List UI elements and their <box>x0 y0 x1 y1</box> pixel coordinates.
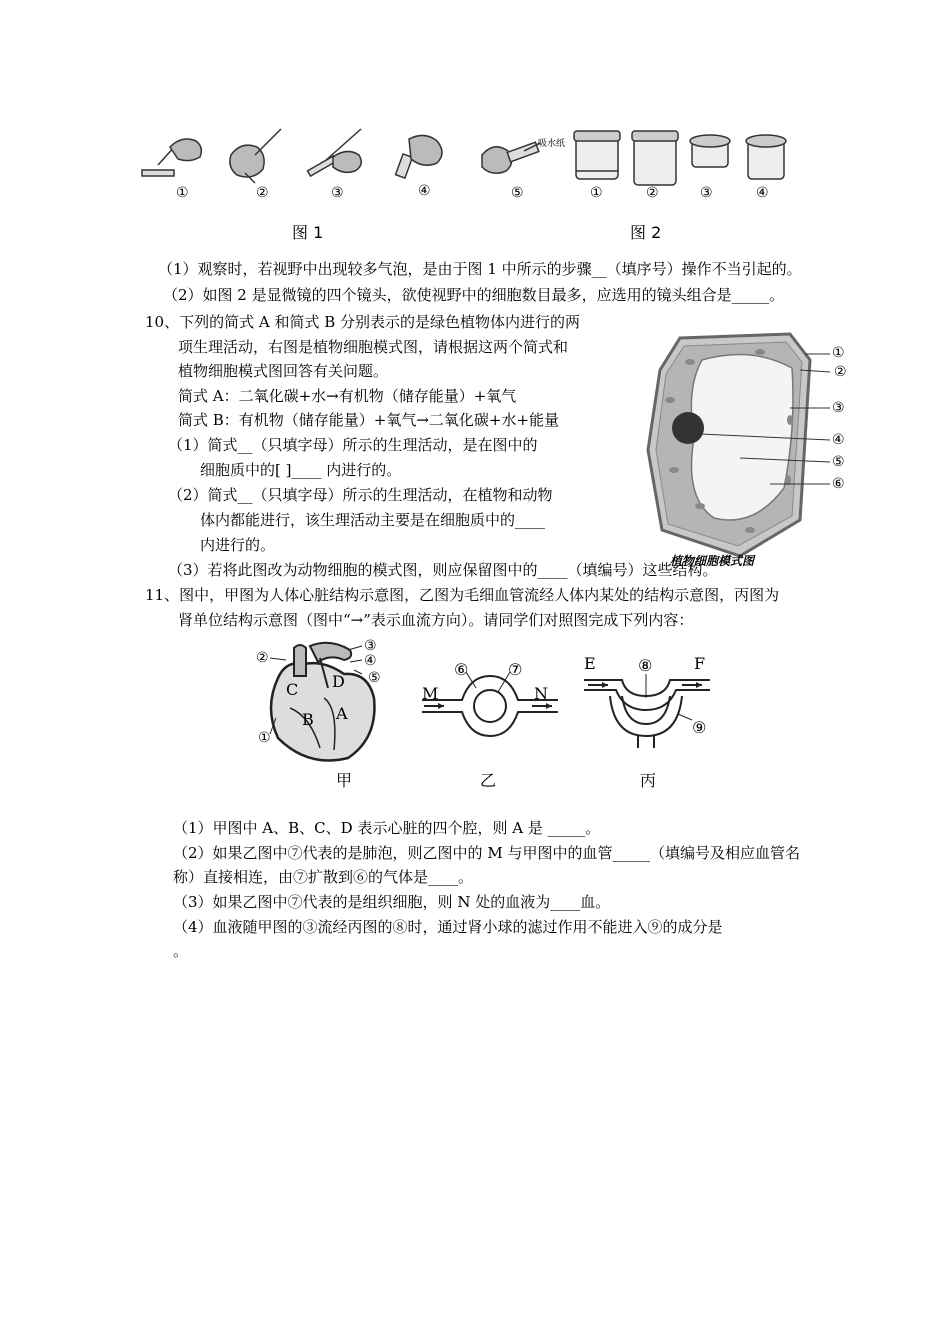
capillary-label-6: ⑥ <box>454 660 469 679</box>
q10-sub-1a: （1）简式__（只填字母）所示的生理活动，是在图中的 <box>168 436 538 454</box>
step-label-1: ① <box>176 185 189 201</box>
step-label-3: ③ <box>331 185 344 201</box>
figure-1-caption: 图 1 <box>292 223 324 242</box>
figure-2 <box>570 125 800 245</box>
q10-formula-a: 简式 A：二氧化碳+水→有机物（储存能量）+氧气 <box>178 387 517 405</box>
heart-label-1: ① <box>258 730 271 746</box>
nephron-figure-caption: 丙 <box>640 771 657 790</box>
heart-label-4: ④ <box>364 653 377 669</box>
lens-2-illustration <box>632 131 678 185</box>
step-1-illustration <box>142 139 201 176</box>
heart-figure-caption: 甲 <box>336 771 353 790</box>
capillary-label-m: M <box>422 684 439 703</box>
nephron-figure <box>582 654 712 793</box>
step-label-5: ⑤ <box>511 185 524 201</box>
lens-label-3: ③ <box>700 185 713 201</box>
lens-label-4: ④ <box>756 185 769 201</box>
heart-figure <box>250 638 400 793</box>
heart-chamber-d: D <box>332 672 345 691</box>
cell-figure-caption: 植物细胞模式图 <box>670 554 755 568</box>
lens-3-illustration <box>690 135 730 167</box>
capillary-label-7: ⑦ <box>508 660 523 679</box>
step-3-illustration <box>308 129 362 176</box>
step-label-4: ④ <box>418 183 431 199</box>
capillary-label-n: N <box>534 684 548 703</box>
q9-part-2: （2）如图 2 是显微镜的四个镜头，欲使视野中的细胞数目最多，应选用的镜头组合是_____。 <box>163 286 785 304</box>
lens-label-1: ① <box>590 185 603 201</box>
figure-1 <box>140 125 570 245</box>
step-label-2: ② <box>256 185 269 201</box>
heart-chamber-b: B <box>302 710 314 729</box>
blotter-paper-label: 吸水纸 <box>538 139 566 149</box>
figure-2-caption: 图 2 <box>630 223 662 242</box>
q10-sub-3: （3）若将此图改为动物细胞的模式图，则应保留图中的____（填编号）这些结构。 <box>168 561 718 579</box>
lens-4-illustration <box>746 135 786 179</box>
figure-2-drawing <box>570 125 800 190</box>
q11-sub-4a: （4）血液随甲图的③流经丙图的⑧时，通过肾小球的滤过作用不能进入⑨的成分是 <box>173 918 723 936</box>
heart-label-3: ③ <box>364 638 377 654</box>
q10-sub-2a: （2）简式__（只填字母）所示的生理活动，在植物和动物 <box>168 486 553 504</box>
step-5-illustration <box>482 142 540 173</box>
q11-sub-3: （3）如果乙图中⑦代表的是组织细胞，则 N 处的血液为____血。 <box>173 893 611 911</box>
q10-sub-2b: 体内都能进行，该生理活动主要是在细胞质中的____ <box>200 511 546 529</box>
nephron-label-f: F <box>694 654 706 673</box>
q11-sub-2b: 称）直接相连，由⑦扩散到⑥的气体是____。 <box>173 868 474 886</box>
q11-sub-4b: 。 <box>173 942 189 960</box>
step-2-illustration <box>230 129 281 183</box>
cell-label-1: ① <box>832 345 845 361</box>
q10-line-1: 10、下列的简式 A 和简式 B 分别表示的是绿色植物体内进行的两 <box>145 313 581 331</box>
heart-drawing <box>250 638 400 763</box>
q10-sub-2c: 内进行的。 <box>200 536 276 554</box>
q11-sub-1: （1）甲图中 A、B、C、D 表示心脏的四个腔，则 A 是 _____。 <box>173 819 601 837</box>
plant-cell-figure <box>640 330 855 570</box>
cell-label-2: ② <box>834 364 847 380</box>
q9-part-1: （1）观察时，若视野中出现较多气泡，是由于图 1 中所示的步骤__（填序号）操作不当引起的。 <box>158 260 802 278</box>
q10-line-3: 植物细胞模式图回答有关问题。 <box>178 362 389 380</box>
figure-1-drawing <box>140 125 570 205</box>
cell-label-3: ③ <box>832 400 845 416</box>
lens-label-2: ② <box>646 185 659 201</box>
q11-sub-2a: （2）如果乙图中⑦代表的是肺泡，则乙图中的 M 与甲图中的血管_____（填编号及相应血管名 <box>173 844 800 862</box>
lens-1-illustration <box>574 131 620 179</box>
nephron-label-8: ⑧ <box>638 656 653 675</box>
nephron-label-9: ⑨ <box>692 718 707 737</box>
q11-line-1: 11、图中，甲图为人体心脏结构示意图，乙图为毛细血管流经人体内某处的结构示意图，丙图为 <box>145 586 780 604</box>
heart-chamber-c: C <box>286 680 299 699</box>
capillary-figure <box>420 660 560 793</box>
cell-label-6: ⑥ <box>832 476 845 492</box>
cell-label-4: ④ <box>832 432 845 448</box>
step-4-illustration <box>396 135 442 178</box>
plant-cell-drawing <box>640 330 855 570</box>
heart-label-2: ② <box>256 650 269 666</box>
nephron-label-e: E <box>584 654 596 673</box>
q10-sub-1b: 细胞质中的[ ]____ 内进行的。 <box>200 461 402 479</box>
cell-label-5: ⑤ <box>832 454 845 470</box>
q10-line-2: 项生理活动，右图是植物细胞模式图，请根据这两个简式和 <box>178 338 569 356</box>
heart-chamber-a: A <box>336 704 348 723</box>
q10-formula-b: 简式 B：有机物（储存能量）+氧气→二氧化碳+水+能量 <box>178 411 560 429</box>
capillary-figure-caption: 乙 <box>480 771 497 790</box>
heart-label-5: ⑤ <box>368 670 381 686</box>
q11-line-2: 肾单位结构示意图（图中“→”表示血流方向）。请同学们对照图完成下列内容： <box>178 611 694 629</box>
